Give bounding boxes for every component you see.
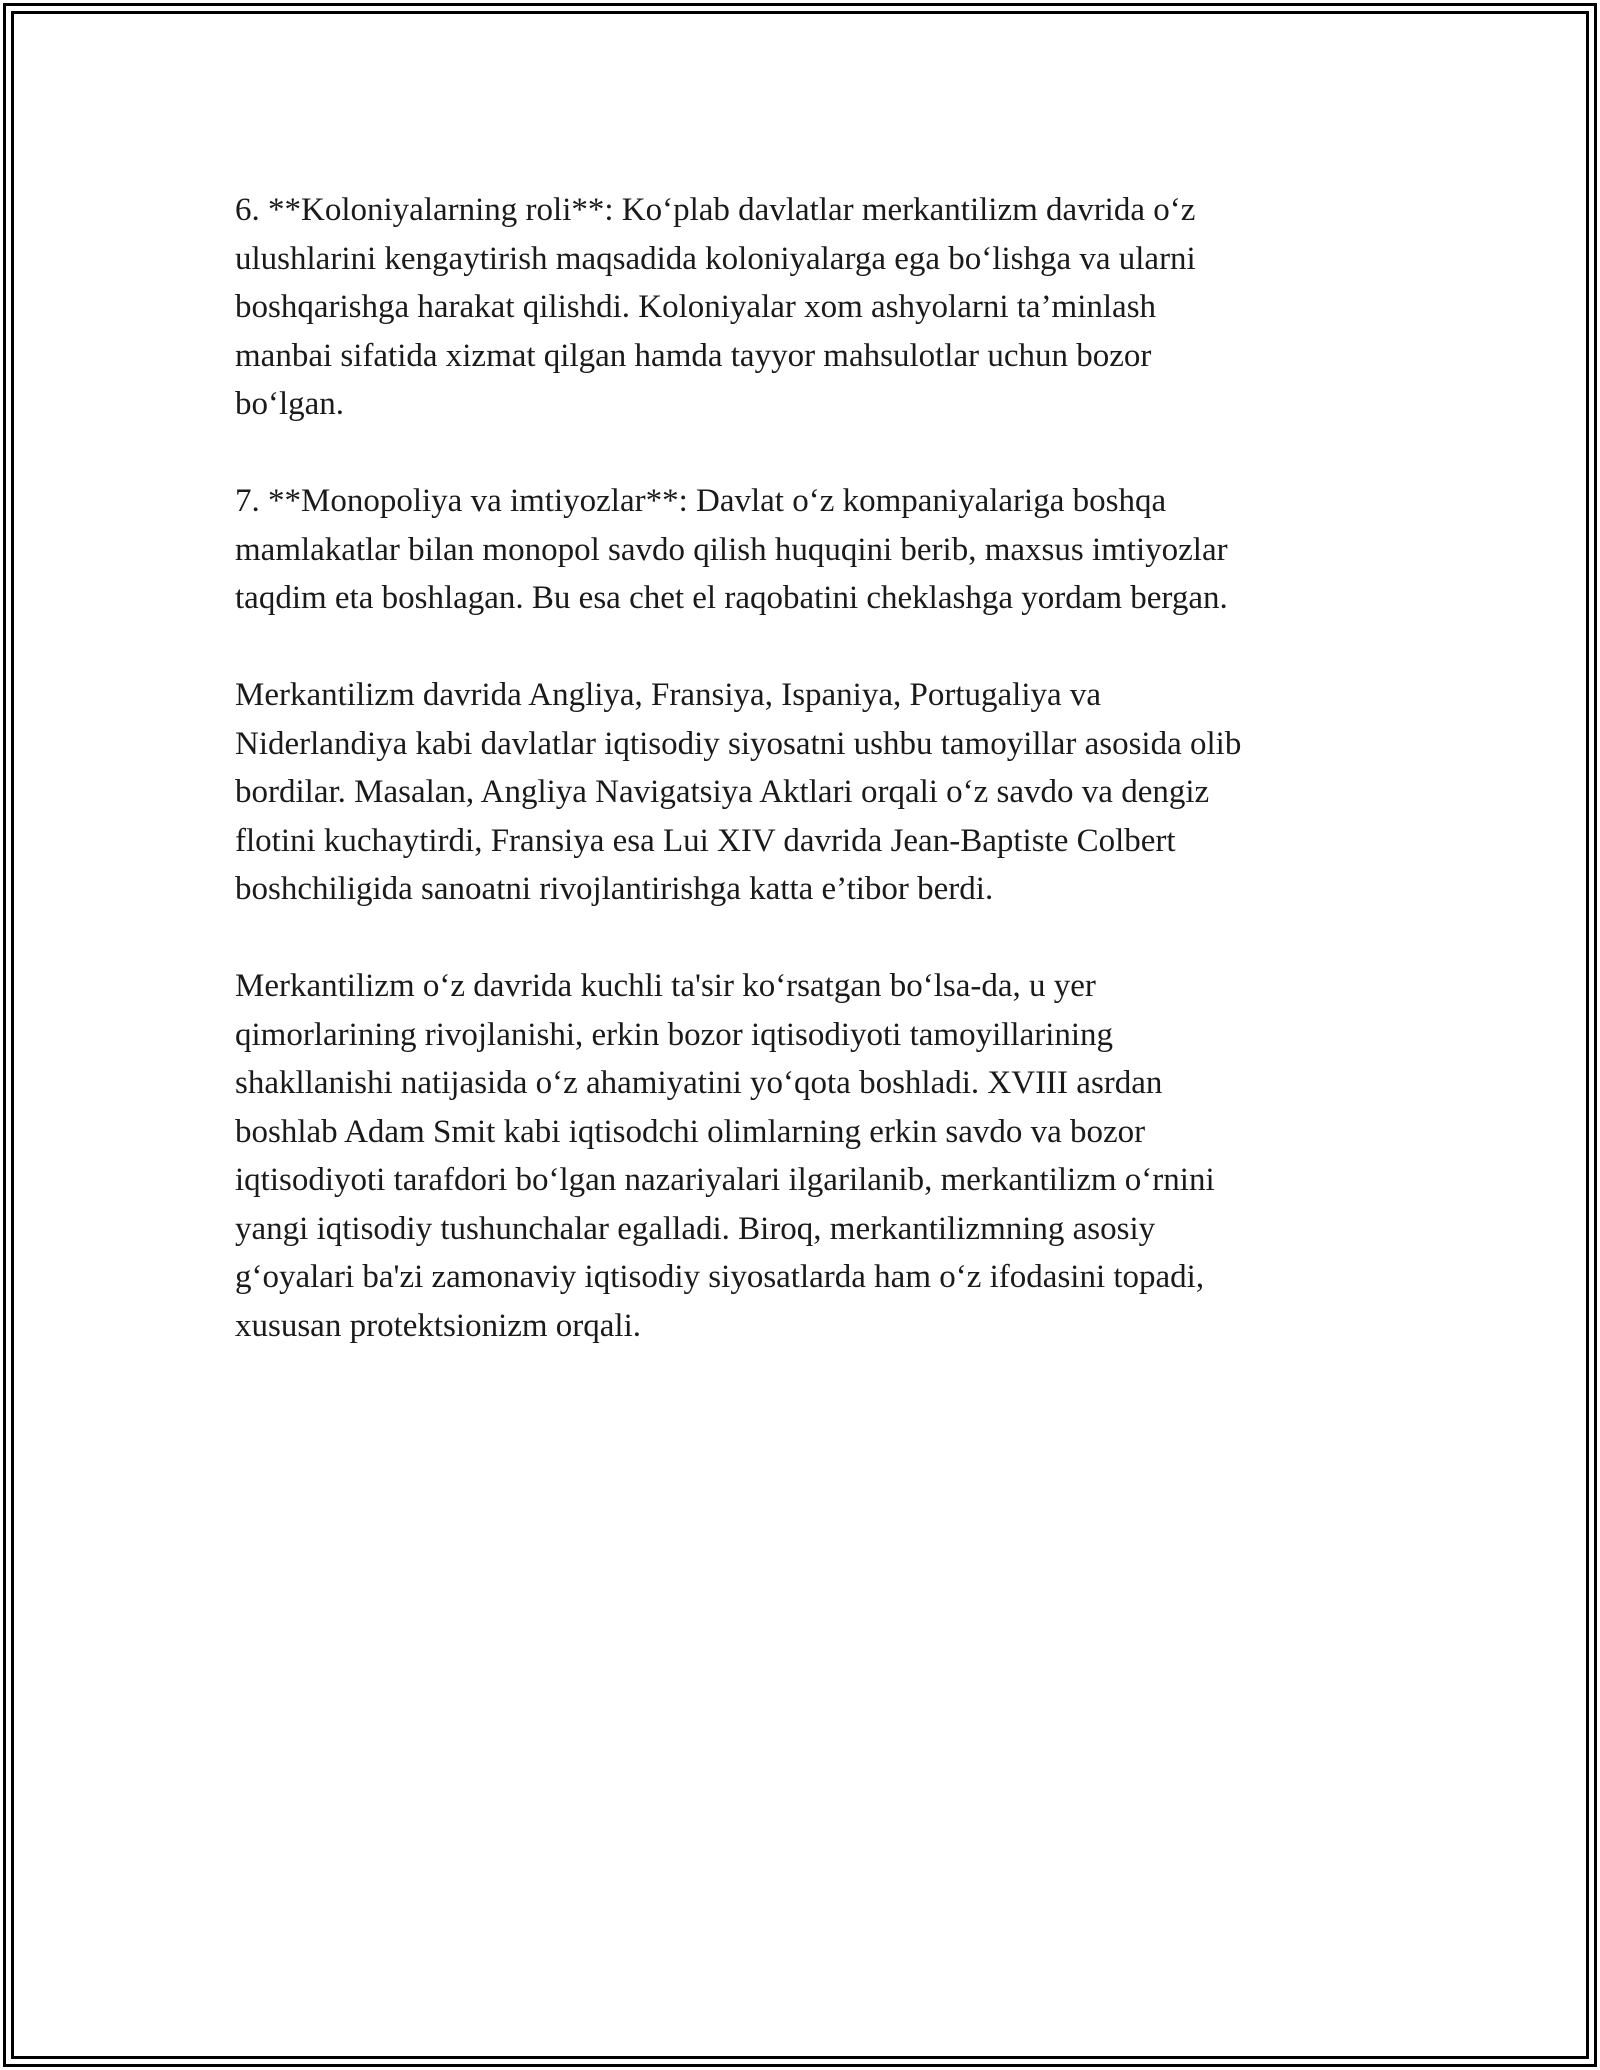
paragraph-mercantilism-decline: Merkantilizm o‘z davrida kuchli ta'sir ko‘rsatgan bo‘lsa-da, u yer qimorlarining rivojlanishi, erkin bozor iqtisodiyoti tamoyillarining shakllanishi natijasida o‘z ahamiyatini yo‘qota boshladi. XVIII asrdan boshlab Adam Smit kabi iqtisodchi olimlarning erkin savdo va bozor iqtisodiyoti tarafdori bo‘lgan nazariyalari ilgarilanib, merkantilizm o‘rnini yangi iqtisodiy tushunchalar egalladi. Biroq, merkantilizmning asosiy g‘oyalari ba'zi zamonaviy iqtisodiy siyosatlarda ham o‘z ifodasini topadi, xususan protektsionizm orqali.: [235, 968, 1215, 1344]
paragraph-monopoly-privileges: 7. **Monopoliya va imtiyozlar**: Davlat o‘z kompaniyalariga boshqa mamlakatlar bilan monopol savdo qilish huquqini berib, maxsus imtiyozlar taqdim eta boshlagan. Bu esa chet el raqobatini cheklashga yordam bergan.: [235, 483, 1228, 616]
paragraph-mercantilist-countries: Merkantilizm davrida Angliya, Fransiya, Ispaniya, Portugaliya va Niderlandiya kabi davlatlar iqtisodiy siyosatni ushbu tamoyillar asosida olib bordilar. Masalan, Angliya Navigatsiya Aktlari orqali o‘z savdo va dengiz flotini kuchaytirdi, Fransiya esa Lui XIV davrida Jean-Baptiste Colbert boshchiligida sanoatni rivojlantirishga katta e’tibor berdi.: [235, 677, 1242, 907]
paragraph-colonies-role: 6. **Koloniyalarning roli**: Ko‘plab davlatlar merkantilizm davrida o‘z ulushlarini kengaytirish maqsadida koloniyalarga ega bo‘lishga va ularni boshqarishga harakat qilishdi. Koloniyalar xom ashyolarni ta’minlash manbai sifatida xizmat qilgan hamda tayyor mahsulotlar uchun bozor bo‘lgan.: [235, 192, 1196, 422]
document-body: [235, 186, 1365, 1399]
